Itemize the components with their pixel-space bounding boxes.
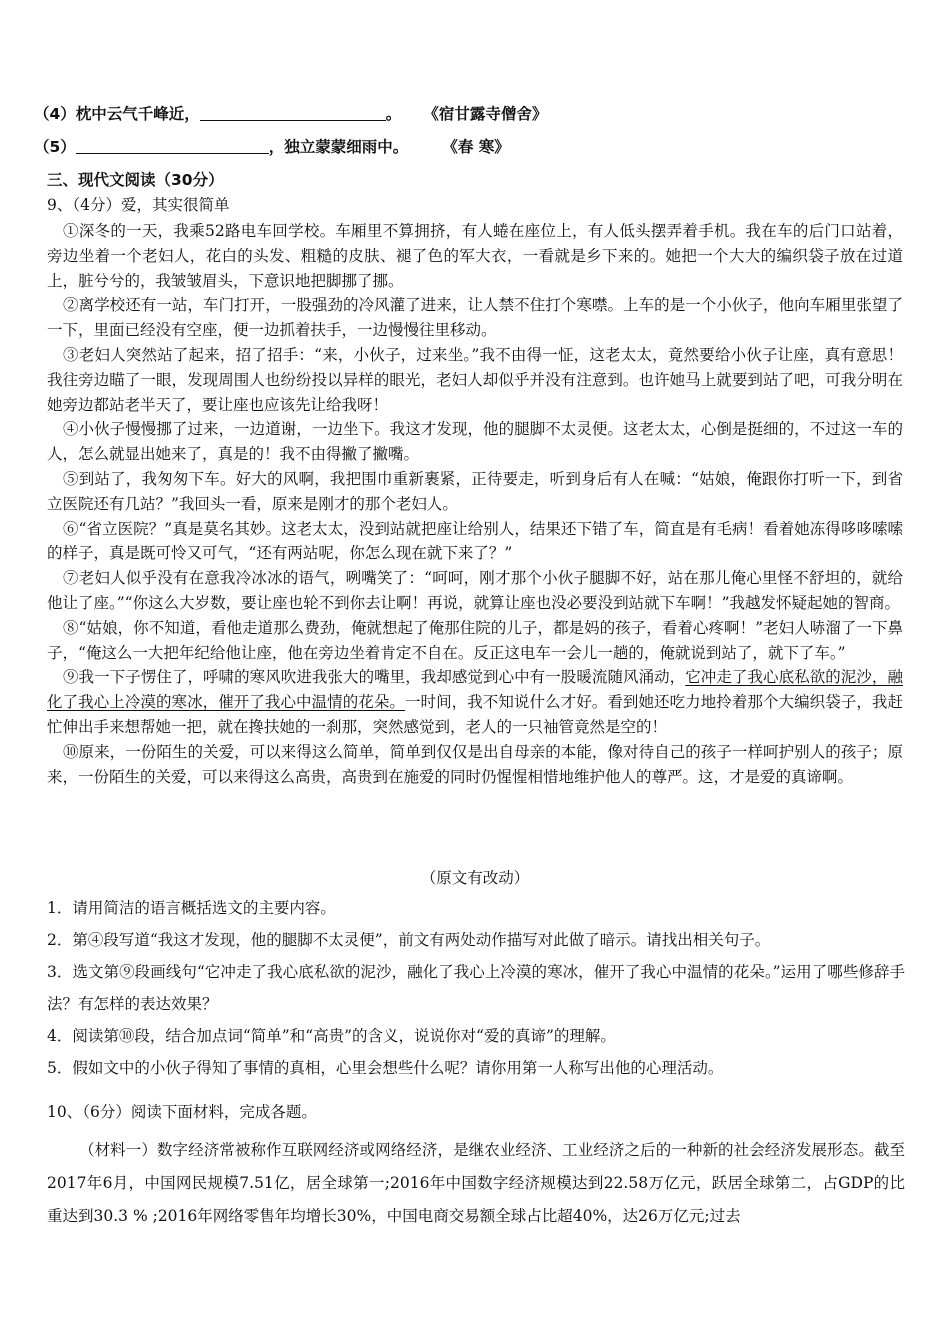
section-heading: 三、现代文阅读（30分）: [47, 171, 224, 189]
poem-q4-blank[interactable]: [200, 104, 386, 121]
question-item: 1．请用简洁的语言概括选文的主要内容。: [47, 899, 336, 917]
question-item: 3．选文第⑨段画线句“它冲走了我心底私欲的泥沙，融化了我心上冷漠的寒冰，催开了我心中温情的花朵。”运用了哪些修辞手法？有怎样的表达效果？: [47, 963, 905, 1013]
passage-paragraph: ⑦老妇人似乎没有在意我冷冰冰的语气，咧嘴笑了：“呵呵，刚才那个小伙子腿脚不好，站在那儿俺心里怪不舒坦的，就给他让了座。”“你这么大岁数，要让座也轮不到你去让啊！再说，就算让座也没必要没到站就下车啊！”我越发怀疑起她的智商。: [47, 569, 903, 612]
passage-paragraph: ④小伙子慢慢挪了过来，一边道谢，一边坐下。我这才发现，他的腿脚不太灵便。这老太太，心倒是挺细的，不过这一车的人，怎么就显出她来了，真是的！我不由得撇了撇嘴。: [47, 420, 903, 464]
question-item: 2．第④段写道“我这才发现，他的腿脚不太灵便”，前文有两处动作描写对此做了暗示。请找出相关句子。: [47, 931, 771, 949]
passage-paragraph: ①深冬的一天，我乘52路电车回学校。车厢里不算拥挤，有人蜷在座位上，有人低头摆弄着手机。我在车的后门口站着，旁边坐着一个老妇人，花白的头发、粗糙的皮肤、褪了色的军大衣，一看就是乡下来的。她把一个大大的编织袋子放在过道上，脏兮兮的，我皱皱眉头，下意识地把脚挪了挪。: [47, 222, 903, 290]
passage-paragraph: ⑧“姑娘，你不知道，看他走道那么费劲，俺就想起了俺那住院的儿子，都是妈的孩子，看着心疼啊！”老妇人哧溜了一下鼻子，“俺这么一大把年纪给他让座，他在旁边坐着肯定不自在。反正这电车一会儿一趟的，俺就说到站了，就下了车。”: [47, 618, 903, 662]
p9-before: ⑨我一下子愣住了，呼啸的寒风吹进我张大的嘴里，我却感觉到心中有一股暖流随风涌动，: [63, 668, 686, 687]
poem-q5-source: 《春 寒》: [442, 138, 510, 156]
passage-paragraph: ③老妇人突然站了起来，招了招手：“来，小伙子，过来坐。”我不由得一怔，这老太太，竟然要给小伙子让座，真有意思！我往旁边瞄了一眼，发现周围人也纷纷投以异样的眼光，老妇人却似乎并没有注意到。也许她马上就要到站了吧，可我分明在她旁边都站老半天了，要让座也应该先让给我呀！: [47, 345, 903, 414]
question-item: 4．阅读第⑩段，结合加点词“简单”和“高贵”的含义，说说你对“爱的真谛”的理解。: [47, 1027, 616, 1045]
q9-questions: [47, 892, 905, 1084]
passage-paragraph: ⑥“省立医院？”真是莫名其妙。这老太太，没到站就把座让给别人，结果还下错了车，简直是有毛病！看着她冻得哆哆嗦嗦的样子，真是既可怜又可气，“还有两站呢，你怎么现在就下来了？”: [47, 519, 903, 563]
poem-q4: [34, 104, 547, 124]
passage-paragraph: ⑤到站了，我匆匆下车。好大的风啊，我把围巾重新裹紧，正待要走，听到身后有人在喊：“姑娘，俺跟你打听一下，到省立医院还有几站？”我回头一看，原来是刚才的那个老妇人。: [47, 469, 903, 513]
poem-q5-prefix: （5）: [34, 138, 76, 156]
poem-q5: [34, 137, 510, 157]
q10-material: （材料一）数字经济常被称作互联网经济或网络经济，是继农业经济、工业经济之后的一种新的社会经济发展形态。截至2017年6月，中国网民规模7.51亿，居全球第一;2016年中国数字经济规模达到22.58万亿元，跃居全球第二，占GDP的比重达到30.3 % ;2016年网络零售年均增长30%，中国电商交易额全球占比超40%，达26万亿元;过去: [47, 1141, 905, 1225]
q9-title: 9、（4分）爱，其实很简单: [47, 196, 230, 214]
passage-paragraph: ②离学校还有一站，车门打开，一股强劲的冷风灌了进来，让人禁不住打个寒噤。上车的是一个小伙子，他向车厢里张望了一下，里面已经没有空座，便一边抓着扶手，一边慢慢往里移动。: [47, 296, 903, 340]
poem-q5-blank[interactable]: [76, 137, 269, 154]
passage-paragraph-10: ⑩原来，一份陌生的关爱，可以来得这么简单，简单到仅仅是出自母亲的本能，像对待自己的孩子一样呵护别人的孩子；原来，一份陌生的关爱，可以来得这么高贵，高贵到在施爱的同时仍惺惺相惜地维护他人的尊严。这，才是爱的真谛啊。: [47, 742, 903, 786]
p9-after: 一时间，我不知说什么才好。看到她还吃力地拎着那个大编织袋子，我赶忙伸出手来想帮她一把，就在搀扶她的一刹那，突然感觉到，老人的一只袖管竟然是空的！: [47, 693, 903, 736]
passage-paragraph-9: [47, 665, 903, 739]
p9-underlined-sentence: 它冲走了我心底私欲的泥沙，融化了我心上冷漠的寒冰，催开了我心中温情的花朵。: [47, 668, 903, 712]
poem-q4-source: 《宿甘露寺僧舍》: [423, 105, 548, 123]
passage: [47, 219, 903, 789]
question-item: 5．假如文中的小伙子得知了事情的真相，心里会想些什么呢？请你用第一人称写出他的心理活动。: [47, 1059, 724, 1077]
poem-q4-suffix: 。: [385, 105, 402, 123]
q10-title: 10、（6分）阅读下面材料，完成各题。: [47, 1103, 317, 1121]
poem-q5-suffix: ，独立蒙蒙细雨中。: [268, 138, 409, 156]
adapted-note: （原文有改动）: [420, 869, 530, 887]
poem-q4-prefix: （4）枕中云气千峰近，: [34, 105, 200, 123]
